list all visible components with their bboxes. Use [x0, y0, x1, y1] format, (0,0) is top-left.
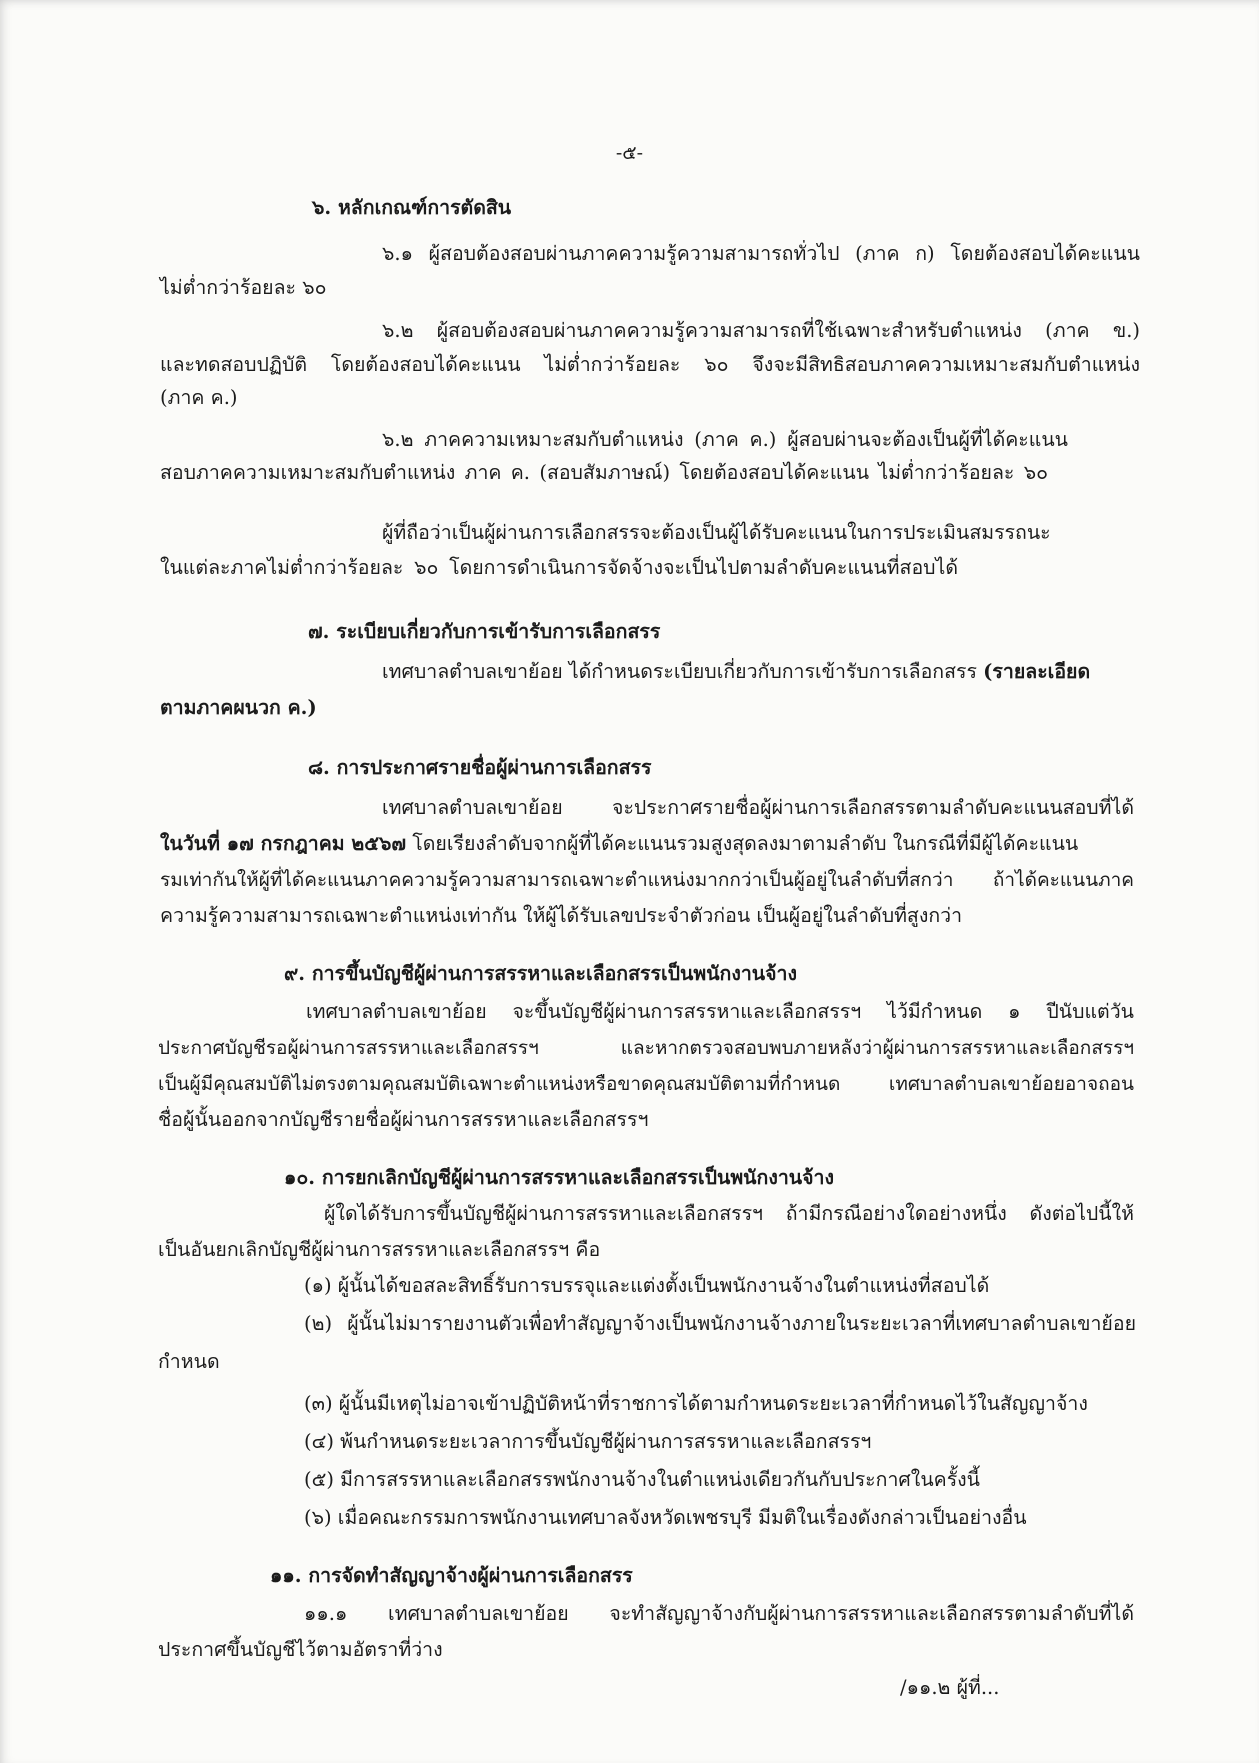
s7-line1-text: เทศบาลตำบลเขาย้อย ได้กำหนดระเบียบเกี่ยวกับการเข้ารับการเลือกสรร	[382, 660, 984, 683]
s9-line2: ประกาศบัญชีรอผู้ผ่านการสรรหาและเลือกสรรฯ และหากตรวจสอบพบภายหลังว่าผู้ผ่านการสรรหาและเลือกสรรฯ	[158, 1037, 1134, 1059]
s6-p3-line1: ๖.๒ ภาคความเหมาะสมกับตำแหน่ง (ภาค ค.) ผู้สอบผ่านจะต้องเป็นผู้ที่ได้คะแนน	[382, 428, 1068, 451]
s8-line4: ความรู้ความสามารถเฉพาะตำแหน่งเท่ากัน ให้ผู้ได้รับเลขประจำตัวก่อน เป็นผู้อยู่ในลำดับที่สูงกว่า	[160, 904, 963, 927]
s6-p1-line1: ๖.๑ ผู้สอบต้องสอบผ่านภาคความรู้ความสามารถทั่วไป (ภาค ก) โดยต้องสอบได้คะแนน	[382, 242, 1140, 265]
s10-item-1: (๑) ผู้นั้นได้ขอสละสิทธิ์รับการบรรจุและแต่งตั้งเป็นพนักงานจ้างในตำแหน่งที่สอบได้	[304, 1274, 990, 1297]
continuation-text: /๑๑.๒ ผู้ที่...	[900, 1676, 1000, 1699]
s8-line3: รมเท่ากันให้ผู้ที่ได้คะแนนภาคความรู้ความสามารถเฉพาะตำแหน่งมากกว่าเป็นผู้อยู่ในลำดับที่สกว่า ถ้าได้คะแนนภาค	[160, 869, 1134, 891]
s9-line3: เป็นผู้มีคุณสมบัติไม่ตรงตามคุณสมบัติเฉพาะตำแหน่งหรือขาดคุณสมบัติตามที่กำหนด เทศบาลตำบลเขาย้อยอาจถอน	[158, 1073, 1134, 1095]
s10-item-2-line2: กำหนด	[158, 1350, 220, 1373]
s6-p1-line2: ไม่ต่ำกว่าร้อยละ ๖๐	[160, 276, 327, 299]
section-8-heading: ๘. การประกาศรายชื่อผู้ผ่านการเลือกสรร	[308, 756, 652, 779]
s10-line1: ผู้ใดได้รับการขึ้นบัญชีผู้ผ่านการสรรหาและเลือกสรรฯ ถ้ามีกรณีอย่างใดอย่างหนึ่ง ดังต่อไปนี้ให้	[324, 1202, 1134, 1225]
s8-date: ในวันที่ ๑๗ กรกฎาคม ๒๕๖๗	[160, 832, 407, 855]
s9-line1: เทศบาลตำบลเขาย้อย จะขึ้นบัญชีผู้ผ่านการสรรหาและเลือกสรรฯ ไว้มีกำหนด ๑ ปีนับแต่วัน	[306, 1000, 1134, 1023]
s6-p2-line2: และทดสอบปฏิบัติ โดยต้องสอบได้คะแนน ไม่ต่ำกว่าร้อยละ ๖๐ จึงจะมีสิทธิสอบภาคความเหมาะสมกับตำแหน่ง	[160, 353, 1140, 376]
s11-line2: ประกาศขึ้นบัญชีไว้ตามอัตราที่ว่าง	[158, 1638, 443, 1661]
s10-item-4: (๔) พ้นกำหนดระยะเวลาการขึ้นบัญชีผู้ผ่านการสรรหาและเลือกสรรฯ	[304, 1430, 872, 1453]
s10-line2: เป็นอันยกเลิกบัญชีผู้ผ่านการสรรหาและเลือกสรรฯ คือ	[158, 1238, 601, 1261]
s11-line1: ๑๑.๑ เทศบาลตำบลเขาย้อย จะทำสัญญาจ้างกับผู้ผ่านการสรรหาและเลือกสรรตามลำดับที่ได้	[304, 1602, 1134, 1625]
section-10-heading: ๑๐. การยกเลิกบัญชีผู้ผ่านการสรรหาและเลือกสรรเป็นพนักงานจ้าง	[284, 1166, 835, 1189]
s9-line4: ชื่อผู้นั้นออกจากบัญชีรายชื่อผู้ผ่านการสรรหาและเลือกสรรฯ	[158, 1108, 649, 1131]
s8-line2-text: โดยเรียงลำดับจากผู้ที่ได้คะแนนรวมสูงสุดลงมาตามลำดับ ในกรณีที่มีผู้ได้คะแนน	[406, 832, 1079, 855]
s6-p2-line1: ๖.๒ ผู้สอบต้องสอบผ่านภาคความรู้ความสามารถที่ใช้เฉพาะสำหรับตำแหน่ง (ภาค ข.)	[382, 319, 1140, 342]
section-6-heading: ๖. หลักเกณฑ์การตัดสิน	[312, 196, 512, 219]
page-number: -๕-	[615, 142, 644, 164]
section-7-heading: ๗. ระเบียบเกี่ยวกับการเข้ารับการเลือกสรร	[308, 620, 661, 643]
s6-p2-line3: (ภาค ค.)	[160, 386, 238, 409]
section-9-heading: ๙. การขึ้นบัญชีผู้ผ่านการสรรหาและเลือกสรรเป็นพนักงานจ้าง	[284, 962, 798, 985]
s10-item-5: (๕) มีการสรรหาและเลือกสรรพนักงานจ้างในตำแหน่งเดียวกันกับประกาศในครั้งนี้	[304, 1468, 981, 1491]
s6-p4-line2: ในแต่ละภาคไม่ต่ำกว่าร้อยละ ๖๐ โดยการดำเนินการจัดจ้างจะเป็นไปตามลำดับคะแนนที่สอบได้	[160, 556, 958, 579]
s8-line2	[160, 826, 1134, 862]
s7-line1	[382, 654, 1090, 690]
s7-line2: ตามภาคผนวก ค.)	[160, 696, 317, 719]
s10-item-2-line1: (๒) ผู้นั้นไม่มารายงานตัวเพื่อทำสัญญาจ้างเป็นพนักงานจ้างภายในระยะเวลาที่เทศบาลตำบลเขาย้อย	[304, 1312, 1136, 1335]
s10-item-3: (๓) ผู้นั้นมีเหตุไม่อาจเข้าปฏิบัติหน้าที่ราชการได้ตามกำหนดระยะเวลาที่กำหนดไว้ในสัญญาจ้าง	[304, 1392, 1088, 1415]
s8-line1: เทศบาลตำบลเขาย้อย จะประกาศรายชื่อผู้ผ่านการเลือกสรรตามลำดับคะแนนสอบที่ได้	[382, 796, 1134, 819]
s10-item-6: (๖) เมื่อคณะกรรมการพนักงานเทศบาลจังหวัดเพชรบุรี มีมติในเรื่องดังกล่าวเป็นอย่างอื่น	[304, 1506, 1027, 1529]
s6-p4-line1: ผู้ที่ถือว่าเป็นผู้ผ่านการเลือกสรรจะต้องเป็นผู้ได้รับคะแนนในการประเมินสมรรถนะ	[382, 521, 1051, 544]
s7-line1-bold: (รายละเอียด	[983, 660, 1091, 683]
s6-p3-line2: สอบภาคความเหมาะสมกับตำแหน่ง ภาค ค. (สอบสัมภาษณ์) โดยต้องสอบได้คะแนน ไม่ต่ำกว่าร้อยละ ๖๐	[160, 461, 1048, 484]
section-11-heading: ๑๑. การจัดทำสัญญาจ้างผู้ผ่านการเลือกสรร	[270, 1564, 633, 1587]
